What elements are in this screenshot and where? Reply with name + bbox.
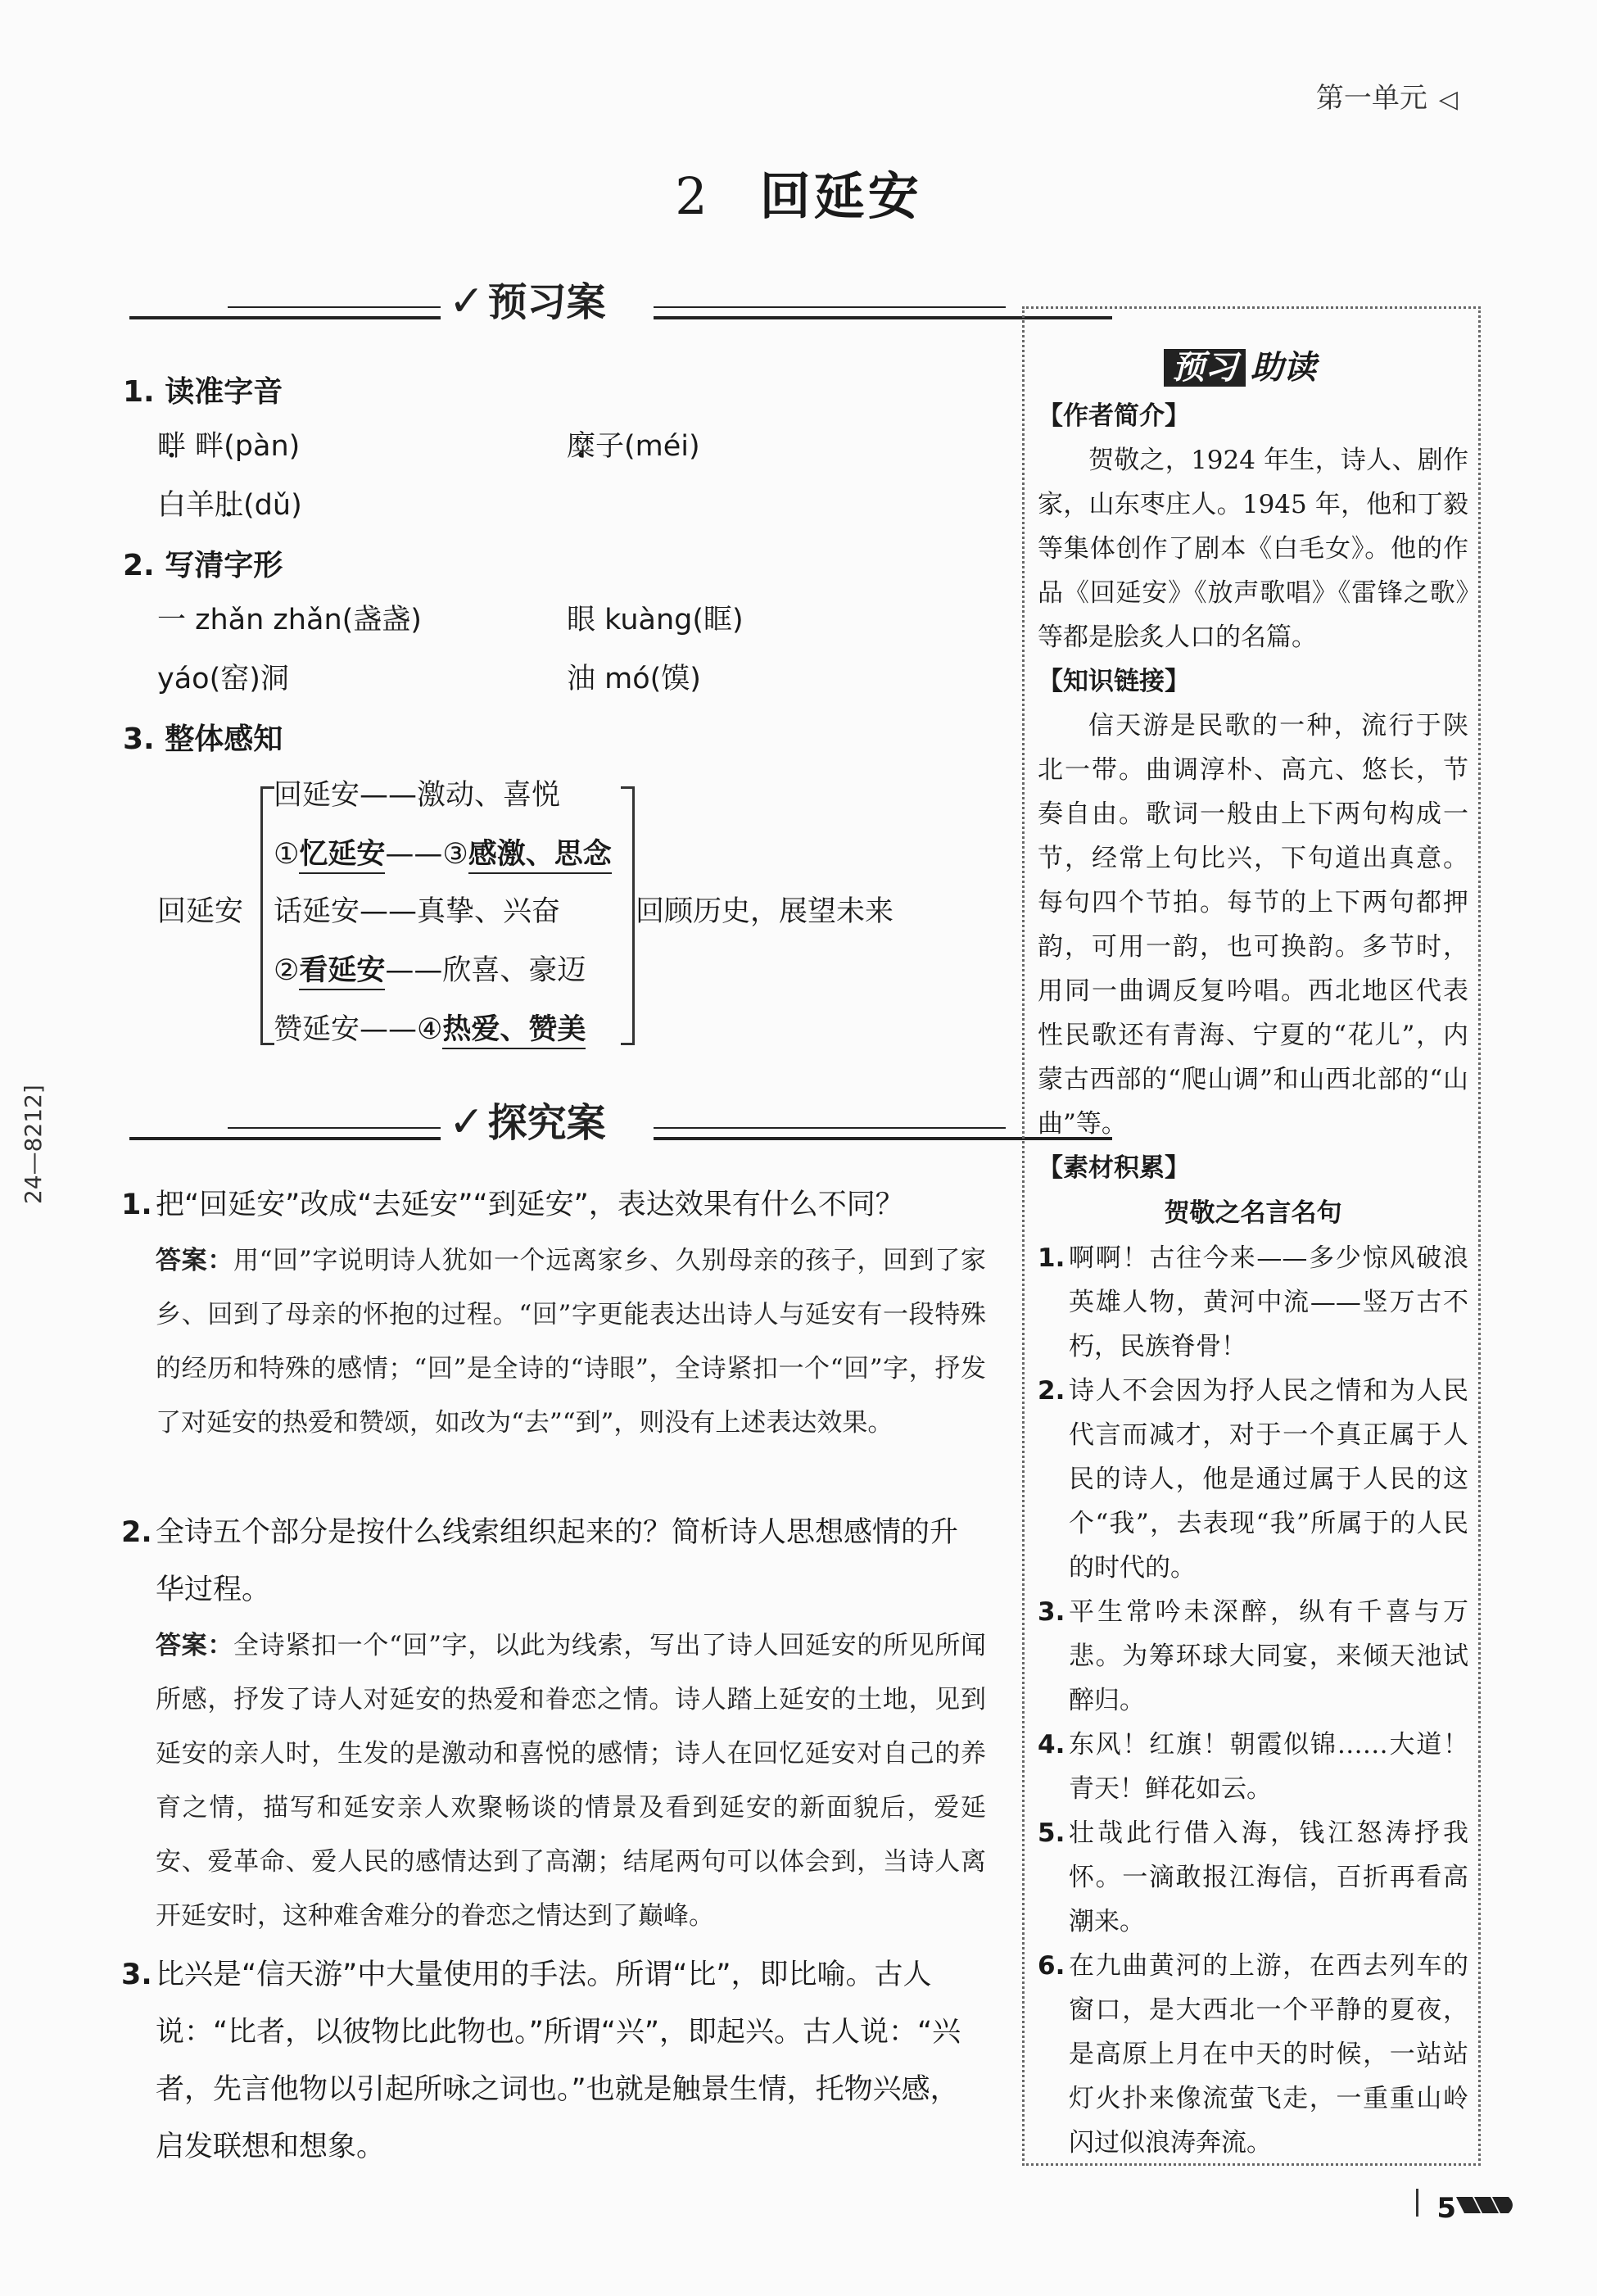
page-decoration-icon xyxy=(1456,2195,1517,2215)
quote-text: 平生常吟未深醉，纵有千喜与万悲。为筹环球大同宴，来倾天池试醉归。 xyxy=(1069,1597,1468,1715)
preview-banner xyxy=(129,270,981,328)
check-icon: ✓ xyxy=(449,1098,485,1147)
quote-number: 3. xyxy=(1038,1597,1065,1627)
quote-item xyxy=(1038,1723,1468,1811)
quote-text: 东风！红旗！朝霞似锦……大道！青天！鲜花如云。 xyxy=(1069,1730,1468,1804)
pinyin-rest: 子(méi) xyxy=(595,430,700,463)
question-number: 2. xyxy=(121,1516,152,1549)
right-brace xyxy=(621,786,635,1045)
print-code: 24—8212] xyxy=(20,1085,47,1204)
structure-row xyxy=(274,1001,586,1058)
quote-number: 1. xyxy=(1038,1243,1065,1273)
pinyin-rest: (dǔ) xyxy=(243,489,302,522)
knowledge-tag: 【知识链接】 xyxy=(1038,667,1190,696)
footer-divider xyxy=(1416,2189,1418,2217)
explore-banner xyxy=(129,1091,981,1148)
question-text: 全诗五个部分是按什么线索组织起来的？简析诗人思想感情的升华过程。 xyxy=(156,1516,959,1606)
quote-number: 2. xyxy=(1038,1376,1065,1406)
explore-question xyxy=(121,1946,986,2176)
logo-box: 预习 xyxy=(1164,349,1246,387)
dot-char: 糜 xyxy=(567,430,596,463)
left-brace xyxy=(260,786,274,1045)
structure-summary: 回顾历史，展望未来 xyxy=(636,895,894,928)
unit-header xyxy=(1316,75,1458,115)
answer-label: 答案： xyxy=(156,1246,233,1275)
glyph-item: yáo(窑)洞 xyxy=(157,663,289,695)
lesson-title xyxy=(0,156,1597,229)
lesson-name: 回延安 xyxy=(759,166,922,226)
question-text: 比兴是“信天游”中大量使用的手法。所谓“比”，即比喻。古人说：“比者，以彼物比此物也。”所谓“兴”，即起兴。古人说：“兴者，先言他物以引起所咏之词也。”也就是触景生情，托物兴感，启发联想和想象。 xyxy=(156,1959,961,2163)
quote-item xyxy=(1038,1236,1468,1369)
quote-text: 啊啊！古往今来——多少惊风破浪英雄人物，黄河中流——竖万古不朽，民族脊骨！ xyxy=(1069,1243,1468,1361)
q1-title: 1. 读准字音 xyxy=(123,375,283,409)
quote-item xyxy=(1038,1944,1468,2165)
preview-banner-title: 预习案 xyxy=(487,279,606,325)
q2-title: 2. 写清字形 xyxy=(123,549,283,582)
answer-text: 用“回”字说明诗人犹如一个远离家乡、久别母亲的孩子，回到了家乡、回到了母亲的怀抱的过程。“回”字更能表达出诗人与延安有一段特殊的经历和特殊的感情；“回”是全诗的“诗眼”，全诗紧扣一个“回”字，抒发了对延安的热爱和赞颂，如改为“去”“到”，则没有上述表达效果。 xyxy=(156,1246,986,1438)
pinyin-rest: 畔(pàn) xyxy=(195,430,301,463)
preview-aid-panel xyxy=(1022,306,1481,2166)
quote-number: 5. xyxy=(1038,1818,1065,1848)
structure-row: 回延安——激动、喜悦 xyxy=(274,779,561,812)
knowledge-text: 信天游是民歌的一种，流行于陕北一带。曲调淳朴、高亢、悠长，节奏自由。歌词一般由上下两句构成一节，经常上句比兴，下句道出真意。每句四个节拍。每节的上下两句都押韵，可用一韵，也可换韵。多节时，用同一曲调反复吟唱。西北地区代表性民歌还有青海、宁夏的“花儿”，内蒙古西部的“爬山调”和山西北部的“山曲”等。 xyxy=(1038,711,1468,1139)
explore-question xyxy=(121,1504,986,1943)
quote-text: 壮哉此行借入海，钱江怒涛抒我怀。一滴敢报江海信，百折再看高潮来。 xyxy=(1069,1818,1468,1936)
structure-row xyxy=(274,826,612,883)
preview-aid-logo xyxy=(1164,342,1316,388)
glyph-item: 眼 kuàng(眶) xyxy=(567,604,744,636)
author-intro: 贺敬之，1924 年生，诗人、剧作家，山东枣庄人。1945 年，他和丁毅等集体创作了剧本《白毛女》。他的作品《回延安》《放声歌唱》《雷锋之歌》等都是脍炙人口的名篇。 xyxy=(1038,446,1468,652)
structure-row xyxy=(274,942,586,999)
page-number: 5 xyxy=(1436,2192,1456,2225)
explore-banner-title: 探究案 xyxy=(487,1100,606,1146)
row-answer: 热爱、赞美 xyxy=(442,1013,586,1049)
dot-char: 畔 xyxy=(157,430,187,463)
author-tag: 【作者简介】 xyxy=(1038,401,1190,431)
unit-label: 第一单元 xyxy=(1315,82,1427,115)
row-answer: 忆延安 xyxy=(299,838,385,874)
check-icon: ✓ xyxy=(449,277,485,326)
question-text: 把“回延安”改成“去延安”“到延安”，表达效果有什么不同？ xyxy=(156,1189,904,1221)
answer-label: 答案： xyxy=(156,1631,233,1660)
glyph-item: 油 mó(馍) xyxy=(567,663,701,695)
question-number: 1. xyxy=(121,1189,152,1221)
row-prefix: ① xyxy=(274,838,300,871)
pinyin-item xyxy=(157,477,302,534)
pinyin-item xyxy=(567,418,700,475)
logo-text: 助读 xyxy=(1251,349,1316,387)
row-mid: ——③ xyxy=(385,838,468,871)
row-answer: 感激、思念 xyxy=(468,838,612,874)
q3-title: 3. 整体感知 xyxy=(123,722,283,756)
structure-root: 回延安 xyxy=(157,895,244,928)
explore-question xyxy=(121,1176,986,1450)
row-mid: ——欣喜、豪迈 xyxy=(385,954,586,987)
answer-text: 全诗紧扣一个“回”字，以此为线索，写出了诗人回延安的所见所闻所感，抒发了诗人对延安的热爱和眷恋之情。诗人踏上延安的土地，见到延安的亲人时，生发的是激动和喜悦的感情；诗人在回忆延安对自己的养育之情，描写和延安亲人欢聚畅谈的情景及看到延安的新面貌后，爱延安、爱革命、爱人民的感情达到了高潮；结尾两句可以体会到，当诗人离开延安时，这种难舍难分的眷恋之情达到了巅峰。 xyxy=(156,1631,986,1931)
quote-item xyxy=(1038,1811,1468,1944)
dot-char: 肚 xyxy=(215,489,244,522)
pinyin-rest: 白羊 xyxy=(157,489,215,522)
quote-item xyxy=(1038,1590,1468,1723)
quotes-title: 贺敬之名言名句 xyxy=(1164,1198,1342,1228)
glyph-item: 一 zhǎn zhǎn(盏盏) xyxy=(157,604,422,636)
quote-number: 6. xyxy=(1038,1951,1065,1981)
material-tag: 【素材积累】 xyxy=(1038,1153,1190,1183)
pinyin-item xyxy=(157,418,300,475)
question-number: 3. xyxy=(121,1959,152,1991)
row-answer: 看延安 xyxy=(299,954,385,990)
structure-row: 话延安——真挚、兴奋 xyxy=(274,895,561,928)
quote-item xyxy=(1038,1369,1468,1590)
unit-marker-icon: ◁ xyxy=(1438,85,1458,114)
quote-text: 在九曲黄河的上游，在西去列车的窗口，是大西北一个平静的夏夜，是高原上月在中天的时候，一站站灯火扑来像流萤飞走，一重重山岭闪过似浪涛奔流。 xyxy=(1069,1951,1468,2158)
row-prefix: 赞延安——④ xyxy=(274,1013,443,1046)
quote-text: 诗人不会因为抒人民之情和为人民代言而减才，对于一个真正属于人民的诗人，他是通过属于人民的这个“我”，去表现“我”所属于的人民的时代的。 xyxy=(1069,1376,1468,1583)
row-prefix: ② xyxy=(274,954,300,987)
quote-number: 4. xyxy=(1038,1730,1065,1759)
lesson-number: 2 xyxy=(675,166,711,226)
